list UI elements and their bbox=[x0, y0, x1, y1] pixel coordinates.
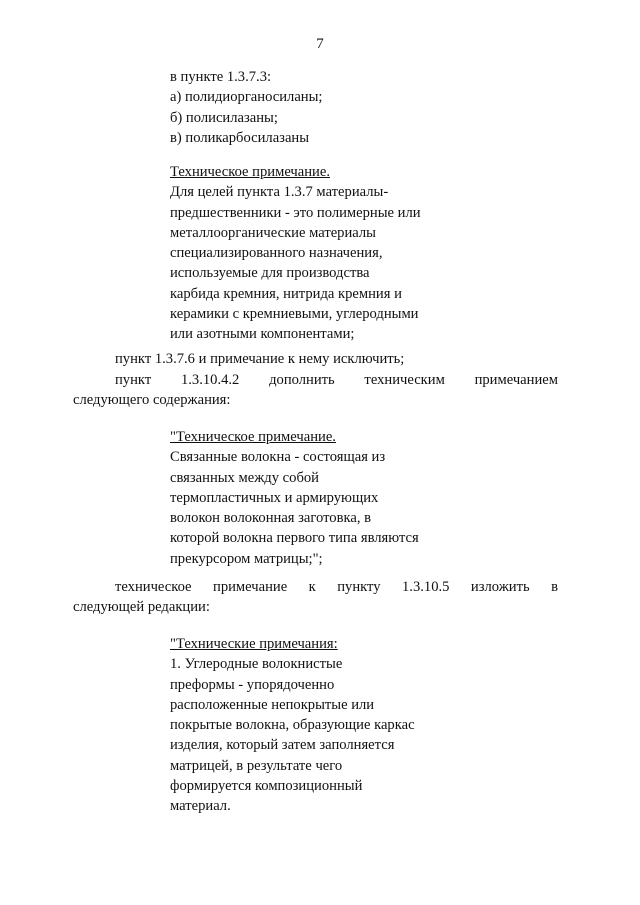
note-line: связанных между собой bbox=[170, 469, 319, 486]
note-line: преформы - упорядоченно bbox=[170, 676, 335, 693]
paragraph-supplement-1-3-10-4-2 bbox=[73, 370, 558, 411]
paragraph-continuation: следующей редакции: bbox=[73, 599, 210, 616]
list-item: а) полидиорганосиланы; bbox=[170, 89, 323, 106]
note-line: покрытые волокна, образующие каркас bbox=[170, 717, 415, 734]
note-line: изделия, который затем заполняется bbox=[170, 737, 395, 754]
paragraph-first-line: пункт 1.3.10.4.2 дополнить техническим примечанием bbox=[115, 372, 558, 388]
note-line: Связанные волокна - состоящая из bbox=[170, 449, 386, 466]
note-line: используемые для производства bbox=[170, 265, 370, 282]
technical-note-1 bbox=[170, 162, 421, 345]
note-line: которой волокна первого типа являются bbox=[170, 530, 419, 547]
list-item: б) полисилазаны; bbox=[170, 109, 278, 126]
note-line: расположенные непокрытые или bbox=[170, 696, 375, 713]
list-item: в) поликарбосилазаны bbox=[170, 129, 310, 146]
technical-note-2 bbox=[170, 427, 419, 569]
paragraph-restate-1-3-10-5 bbox=[73, 577, 558, 618]
note-line: термопластичных и армирующих bbox=[170, 489, 379, 506]
note-heading: "Техническое примечание. bbox=[170, 429, 336, 445]
note-line: Для целей пункта 1.3.7 материалы- bbox=[170, 184, 389, 201]
list-block-1-3-7-3 bbox=[170, 67, 322, 148]
note-line: металлоорганические материалы bbox=[170, 224, 376, 241]
note-line: волокон волоконная заготовка, в bbox=[170, 510, 372, 527]
paragraph-first-line: техническое примечание к пункту 1.3.10.5 изложить в bbox=[115, 579, 558, 595]
note-line: карбида кремния, нитрида кремния и bbox=[170, 285, 402, 302]
note-line: керамики с кремниевыми, углеродными bbox=[170, 306, 419, 323]
note-line: 1. Углеродные волокнистые bbox=[170, 656, 343, 673]
list-intro: в пункте 1.3.7.3: bbox=[170, 69, 272, 85]
note-line: матрицей, в результате чего bbox=[170, 757, 343, 774]
page-number: 7 bbox=[316, 36, 324, 52]
paragraph-continuation: следующего содержания: bbox=[73, 392, 231, 409]
technical-notes-3 bbox=[170, 634, 415, 817]
note-heading: "Технические примечания: bbox=[170, 636, 338, 652]
note-line: или азотными компонентами; bbox=[170, 326, 355, 343]
paragraph-exclude-1-3-7-6 bbox=[73, 349, 558, 369]
paragraph-text: пункт 1.3.7.6 и примечание к нему исключить; bbox=[115, 351, 405, 367]
note-heading: Техническое примечание. bbox=[170, 164, 330, 180]
note-line: специализированного назначения, bbox=[170, 245, 383, 262]
note-line: материал. bbox=[170, 798, 231, 815]
note-line: формируется композиционный bbox=[170, 778, 363, 795]
note-line: прекурсором матрицы;"; bbox=[170, 550, 323, 567]
note-line: предшественники - это полимерные или bbox=[170, 204, 421, 221]
